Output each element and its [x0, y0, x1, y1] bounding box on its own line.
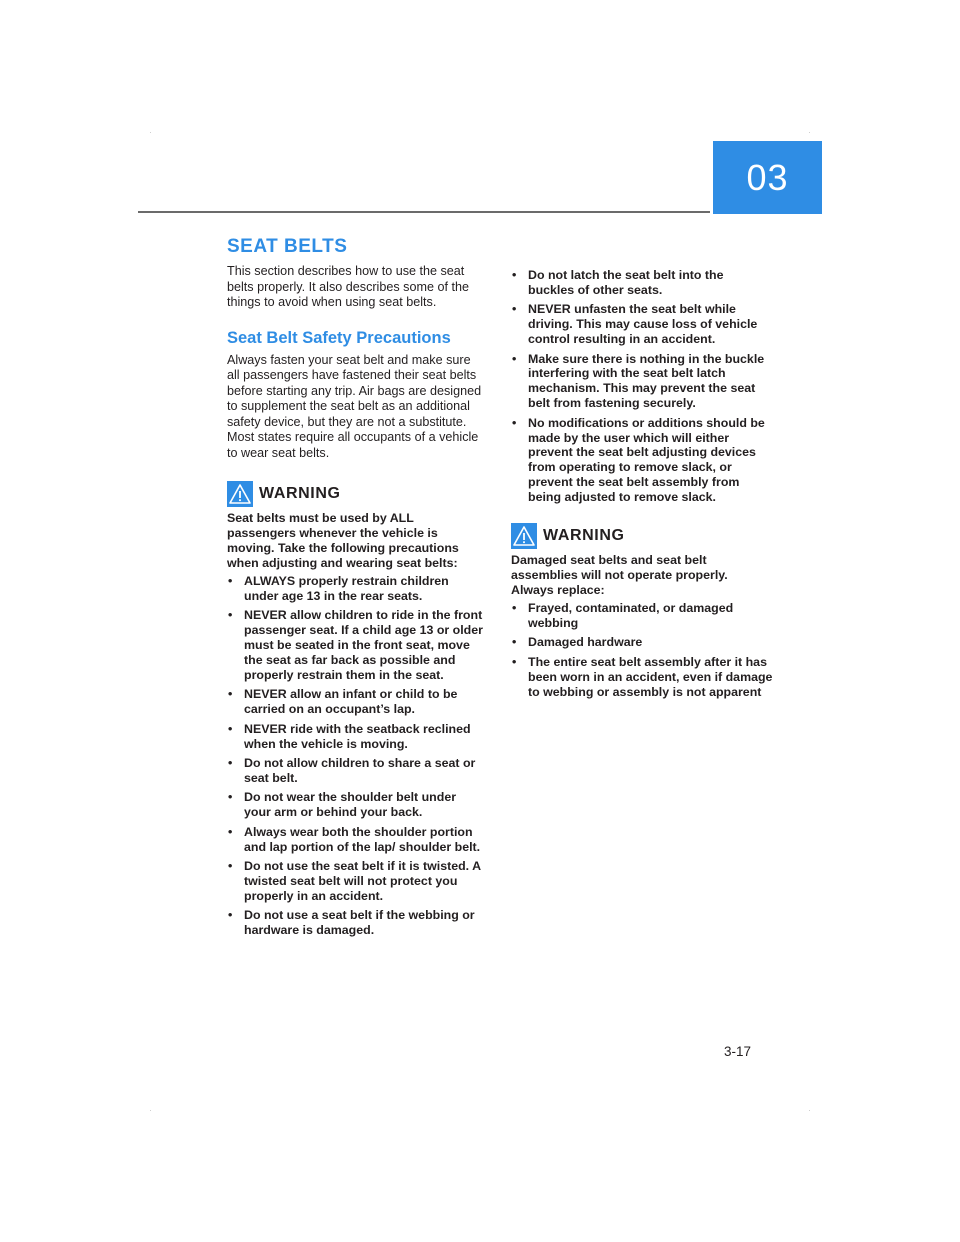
warning-list	[227, 574, 485, 938]
warning-heading	[511, 523, 773, 549]
list-item: • Do not use the seat belt if it is twisted. A twisted seat belt will not protect you properly in an accident.	[228, 858, 481, 903]
crop-mark-top-right	[809, 132, 810, 133]
bullet: •	[228, 755, 233, 770]
list-item: • NEVER allow children to ride in the front passenger seat. If a child age 13 or older must be seated in the front seat, move the seat as far back as possible and properly restrain them in the seat.	[228, 608, 483, 682]
subsection-title: Seat Belt Safety Precautions	[227, 328, 451, 347]
list-item: • Always wear both the shoulder portion and lap portion of the lap/ shoulder belt.	[228, 824, 481, 854]
bullet: •	[512, 415, 517, 430]
bullet: •	[228, 608, 233, 623]
bullet: •	[512, 601, 517, 616]
page-number: 3-17	[724, 1044, 752, 1059]
warning-triangle-icon	[511, 523, 537, 549]
bullet: •	[228, 687, 233, 702]
warning-triangle-icon	[227, 481, 253, 507]
bullet: •	[512, 268, 517, 282]
bullet: •	[228, 790, 233, 805]
list-item: • Make sure there is nothing in the buckle interfering with the seat belt latch mechanism. This may prevent the seat belt from fastening securely.	[512, 351, 765, 411]
list-item: • NEVER ride with the seatback reclined when the vehicle is moving.	[228, 721, 471, 751]
bullet: •	[512, 351, 517, 366]
list-item: • Do not latch the seat belt into the buckles of other seats.	[512, 268, 724, 297]
bullet: •	[228, 721, 233, 736]
bullet: •	[228, 574, 233, 588]
chapter-tab	[713, 141, 822, 214]
warning-heading	[227, 481, 485, 507]
crop-mark-bottom-left	[150, 1110, 151, 1111]
crop-mark-bottom-right	[809, 1110, 810, 1111]
bullet: •	[512, 635, 517, 650]
list-item: • NEVER allow an infant or child to be carried on an occupant’s lap.	[228, 687, 458, 717]
section-intro: This section describes how to use the seat belts properly. It also describes some of the things to avoid when using seat belts.	[227, 264, 469, 309]
subsection-body: Always fasten your seat belt and make sure all passengers have fastened their seat belts before starting any trip. Air bags are designed to supplement the seat belt as an additional safety device, but they are not a substitute. Most states require all occupants of a vehicle to wear seat belts.	[227, 352, 482, 460]
bullet: •	[228, 858, 233, 873]
warning-body: Seat belts must be used by ALL passengers whenever the vehicle is moving. Take the following precautions when adjusting and wearing seat belts:	[227, 511, 459, 570]
list-item: • NEVER unfasten the seat belt while driving. This may cause loss of vehicle control resulting in an accident.	[512, 302, 758, 347]
list-item: • ALWAYS properly restrain children under age 13 in the rear seats.	[228, 574, 449, 603]
header-rule	[138, 211, 710, 213]
warning-label: WARNING	[543, 527, 625, 545]
bullet: •	[512, 654, 517, 669]
right-column	[511, 265, 773, 704]
list-item: • No modifications or additions should be made by the user which will either prevent the seat belt adjusting devices from operating to remove slack, or prevent the seat belt assembly from being adjusted to remove slack.	[512, 415, 765, 505]
list-item: • The entire seat belt assembly after it has been worn in an accident, even if damage to webbing or assembly is not apparent	[512, 654, 773, 699]
warning-label: WARNING	[259, 485, 341, 502]
warning-list	[511, 601, 773, 699]
bullet: •	[228, 824, 233, 839]
crop-mark-top-left	[150, 132, 151, 133]
list-item: • Do not allow children to share a seat or seat belt.	[228, 755, 476, 785]
bullet: •	[228, 908, 233, 923]
list-item: • Frayed, contaminated, or damaged webbing	[512, 601, 734, 630]
section-title: SEAT BELTS	[227, 236, 348, 257]
left-column	[227, 236, 485, 942]
chapter-number: 03	[746, 156, 789, 198]
list-item: • Do not use a seat belt if the webbing or hardware is damaged.	[228, 908, 475, 938]
list-item: • Damaged hardware	[512, 635, 643, 650]
list-item: • Do not wear the shoulder belt under your arm or behind your back.	[228, 790, 457, 820]
bullet: •	[512, 302, 517, 317]
warning-body: Damaged seat belts and seat belt assemblies will not operate properly. Always replace:	[511, 553, 728, 598]
precaution-list	[511, 268, 773, 505]
